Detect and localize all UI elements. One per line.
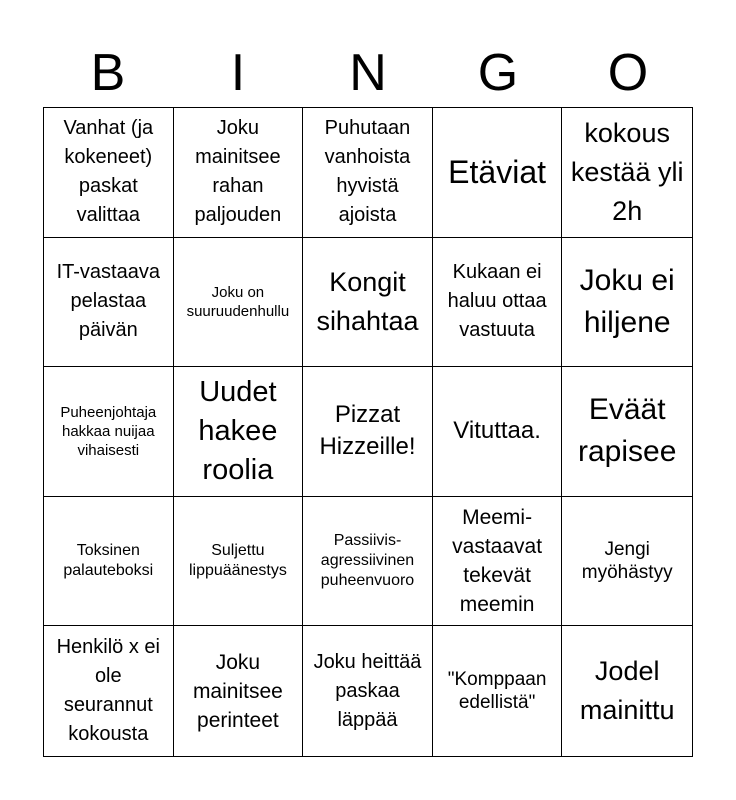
bingo-cell[interactable]: Jodel mainittu [579, 656, 675, 726]
bingo-cell[interactable]: kokous kestää yli 2h [562, 108, 692, 238]
bingo-cell[interactable]: Suljettu lippuäänestys [174, 497, 304, 627]
bingo-cell[interactable]: Eväät rapisee [562, 367, 692, 497]
bingo-cell[interactable]: Etäviat [433, 108, 563, 238]
bingo-cell[interactable]: Pizzat Hizzeille! [303, 367, 433, 497]
bingo-cell[interactable]: Joku ei hiljene [562, 238, 692, 368]
title-letter-n: N [349, 44, 387, 102]
bingo-board [43, 107, 693, 757]
bingo-cell[interactable]: Joku on suuruudenhullu [174, 238, 304, 368]
bingo-cell[interactable]: Uudet hakee roolia [174, 367, 304, 497]
title-letter-g: G [477, 44, 519, 102]
bingo-title [43, 42, 693, 104]
bingo-cell[interactable]: Passiivis-agressiivinen puheenvuoro [303, 497, 433, 627]
bingo-cell[interactable]: Vituttaa. [433, 367, 563, 497]
bingo-cell[interactable]: Kukaan ei haluu ottaa vastuuta [433, 238, 563, 368]
title-letter-o: O [607, 44, 649, 102]
bingo-cell[interactable]: Kongit sihahtaa [303, 238, 433, 368]
bingo-cell[interactable]: Puhutaan vanhoista hyvistä ajoista [303, 108, 433, 238]
bingo-cell[interactable]: Meemi-vastaavat tekevät meemin [433, 497, 563, 627]
title-letter-b: B [90, 44, 126, 102]
bingo-cell[interactable]: Joku heittää paskaa läppää [303, 626, 433, 756]
bingo-cell[interactable]: Henkilö x ei ole seurannut kokousta [44, 626, 174, 756]
bingo-cell[interactable]: "Komppaan edellistä" [433, 626, 563, 756]
bingo-cell[interactable]: Joku mainitsee rahan paljouden [174, 108, 304, 238]
bingo-cell[interactable]: Toksinen palauteboksi [44, 497, 174, 627]
bingo-cell[interactable]: Puheenjohtaja hakkaa nuijaa vihaisesti [44, 367, 174, 497]
title-letter-i: I [230, 44, 246, 102]
bingo-cell[interactable]: IT-vastaava pelastaa päivän [44, 238, 174, 368]
bingo-cell[interactable]: Jengi myöhästyy [562, 497, 692, 627]
bingo-cell[interactable]: Vanhat (ja kokeneet) paskat valittaa [44, 108, 174, 238]
bingo-cell[interactable]: Joku mainitsee perinteet [174, 626, 304, 756]
